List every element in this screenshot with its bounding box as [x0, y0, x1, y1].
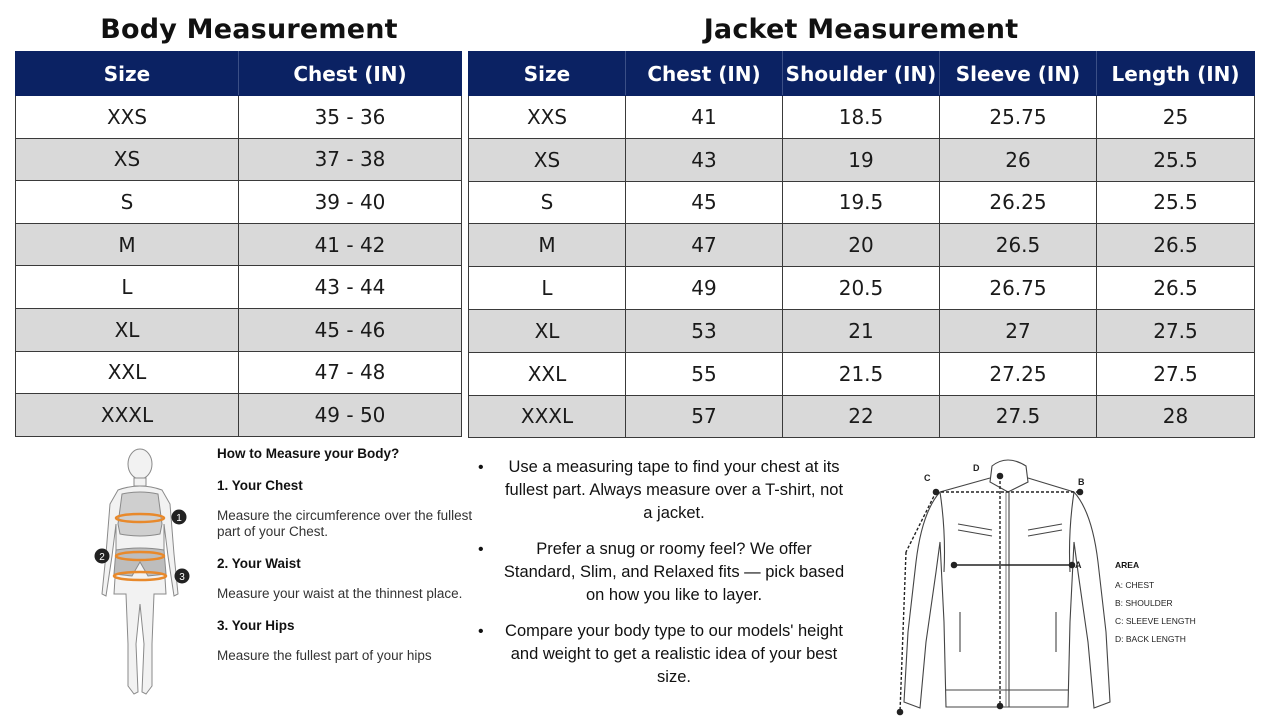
table-row	[469, 352, 1255, 395]
body-measurement-title: Body Measurement	[100, 14, 398, 45]
shoulder-cell: 21	[783, 309, 940, 352]
sleeve-cell: 27.25	[940, 352, 1097, 395]
chest-cell: 35 - 36	[239, 96, 462, 139]
how-to-measure-title: How to Measure your Body?	[217, 446, 400, 461]
hips-heading: 3. Your Hips	[217, 618, 295, 633]
column-header: Size	[16, 52, 239, 96]
bullet-icon: •	[478, 459, 484, 476]
chest-cell: 57	[626, 395, 783, 438]
point-label-d: D	[973, 463, 980, 473]
size-cell: M	[16, 223, 239, 266]
shoulder-cell: 20	[783, 224, 940, 267]
waist-heading: 2. Your Waist	[217, 556, 301, 571]
waist-instructions: Measure your waist at the thinnest place.	[217, 586, 463, 601]
table-row	[16, 308, 462, 351]
marker-2	[95, 549, 110, 564]
column-header: Chest (IN)	[239, 52, 462, 96]
chest-cell: 49	[626, 267, 783, 310]
chest-cell: 43	[626, 138, 783, 181]
chest-cell: 45 - 46	[239, 308, 462, 351]
hips-instructions: Measure the fullest part of your hips	[217, 648, 432, 663]
svg-text:2: 2	[99, 552, 105, 563]
size-cell: XS	[16, 138, 239, 181]
chest-cell: 49 - 50	[239, 394, 462, 437]
length-cell: 27.5	[1097, 352, 1255, 395]
length-cell: 25.5	[1097, 138, 1255, 181]
length-cell: 26.5	[1097, 224, 1255, 267]
area-legend-item: B: SHOULDER	[1115, 598, 1173, 608]
column-header: Length (IN)	[1097, 52, 1255, 96]
area-legend-item: C: SLEEVE LENGTH	[1115, 616, 1196, 626]
chest-instructions: Measure the circumference over the fullest part of your Chest.	[217, 508, 473, 539]
table-row	[469, 138, 1255, 181]
chest-cell: 41	[626, 96, 783, 139]
chest-cell: 55	[626, 352, 783, 395]
table-row	[16, 394, 462, 437]
sleeve-cell: 26.5	[940, 224, 1097, 267]
table-row	[16, 351, 462, 394]
size-cell: XL	[16, 308, 239, 351]
shoulder-cell: 18.5	[783, 96, 940, 139]
size-cell: M	[469, 224, 626, 267]
sleeve-cell: 25.75	[940, 96, 1097, 139]
size-cell: S	[16, 181, 239, 224]
shoulder-cell: 20.5	[783, 267, 940, 310]
chest-cell: 45	[626, 181, 783, 224]
chest-cell: 41 - 42	[239, 223, 462, 266]
point-label-a: A	[1075, 560, 1082, 570]
area-legend	[1115, 560, 1196, 652]
chest-cell: 47 - 48	[239, 351, 462, 394]
point-label-b: B	[1078, 477, 1085, 487]
chest-heading: 1. Your Chest	[217, 478, 303, 493]
chest-cell: 39 - 40	[239, 181, 462, 224]
sleeve-cell: 26.75	[940, 267, 1097, 310]
bullet-icon: •	[478, 541, 484, 558]
table-row	[469, 96, 1255, 139]
table-row	[469, 309, 1255, 352]
size-cell: XS	[469, 138, 626, 181]
table-row	[16, 266, 462, 309]
area-legend-title: AREA	[1115, 560, 1140, 570]
length-cell: 25	[1097, 96, 1255, 139]
marker-3	[175, 569, 190, 584]
size-cell: L	[469, 267, 626, 310]
fit-tips-list	[478, 456, 848, 702]
area-legend-item: D: BACK LENGTH	[1115, 634, 1186, 644]
length-cell: 26.5	[1097, 267, 1255, 310]
table-row	[469, 395, 1255, 438]
size-cell: XXS	[469, 96, 626, 139]
sleeve-cell: 26	[940, 138, 1097, 181]
chest-cell: 53	[626, 309, 783, 352]
table-row	[16, 138, 462, 181]
chest-cell: 37 - 38	[239, 138, 462, 181]
shoulder-cell: 22	[783, 395, 940, 438]
chest-cell: 47	[626, 224, 783, 267]
size-cell: S	[469, 181, 626, 224]
svg-text:3: 3	[179, 572, 185, 583]
svg-text:1: 1	[176, 513, 182, 524]
table-row	[469, 224, 1255, 267]
sleeve-cell: 26.25	[940, 181, 1097, 224]
size-cell: XXL	[16, 351, 239, 394]
size-cell: XXXL	[16, 394, 239, 437]
sleeve-cell: 27	[940, 309, 1097, 352]
table-row	[16, 181, 462, 224]
table-header-row	[16, 52, 462, 96]
shoulder-cell: 19.5	[783, 181, 940, 224]
table-row	[16, 223, 462, 266]
size-cell: XL	[469, 309, 626, 352]
shoulder-cell: 19	[783, 138, 940, 181]
point-label-c: C	[924, 473, 931, 483]
body-figure-illustration	[90, 444, 200, 700]
bullet-icon: •	[478, 623, 484, 640]
column-header: Shoulder (IN)	[783, 52, 940, 96]
jacket-measurement-title: Jacket Measurement	[703, 14, 1019, 45]
column-header: Size	[469, 52, 626, 96]
table-row	[469, 267, 1255, 310]
jacket-measurement-table	[468, 51, 1255, 438]
size-cell: XXXL	[469, 395, 626, 438]
shoulder-cell: 21.5	[783, 352, 940, 395]
size-cell: XXL	[469, 352, 626, 395]
sleeve-cell: 27.5	[940, 395, 1097, 438]
area-legend-item: A: CHEST	[1115, 580, 1155, 590]
how-to-measure-section	[217, 446, 477, 680]
length-cell: 27.5	[1097, 309, 1255, 352]
table-row	[469, 181, 1255, 224]
chest-cell: 43 - 44	[239, 266, 462, 309]
size-cell: XXS	[16, 96, 239, 139]
length-cell: 25.5	[1097, 181, 1255, 224]
list-item: • Use a measuring tape to find your chest at its fullest part. Always measure over a T-shirt, not a jacket.	[478, 458, 844, 522]
column-header: Chest (IN)	[626, 52, 783, 96]
marker-1	[172, 510, 187, 525]
size-cell: L	[16, 266, 239, 309]
table-row	[16, 96, 462, 139]
column-header: Sleeve (IN)	[940, 52, 1097, 96]
table-header-row	[469, 52, 1255, 96]
list-item: • Compare your body type to our models' height and weight to get a realistic idea of your best size.	[478, 622, 843, 686]
body-measurement-table	[15, 51, 462, 437]
list-item: • Prefer a snug or roomy feel? We offer Standard, Slim, and Relaxed fits — pick based on how you like to layer.	[478, 540, 845, 604]
length-cell: 28	[1097, 395, 1255, 438]
jacket-diagram-illustration	[896, 452, 1118, 718]
